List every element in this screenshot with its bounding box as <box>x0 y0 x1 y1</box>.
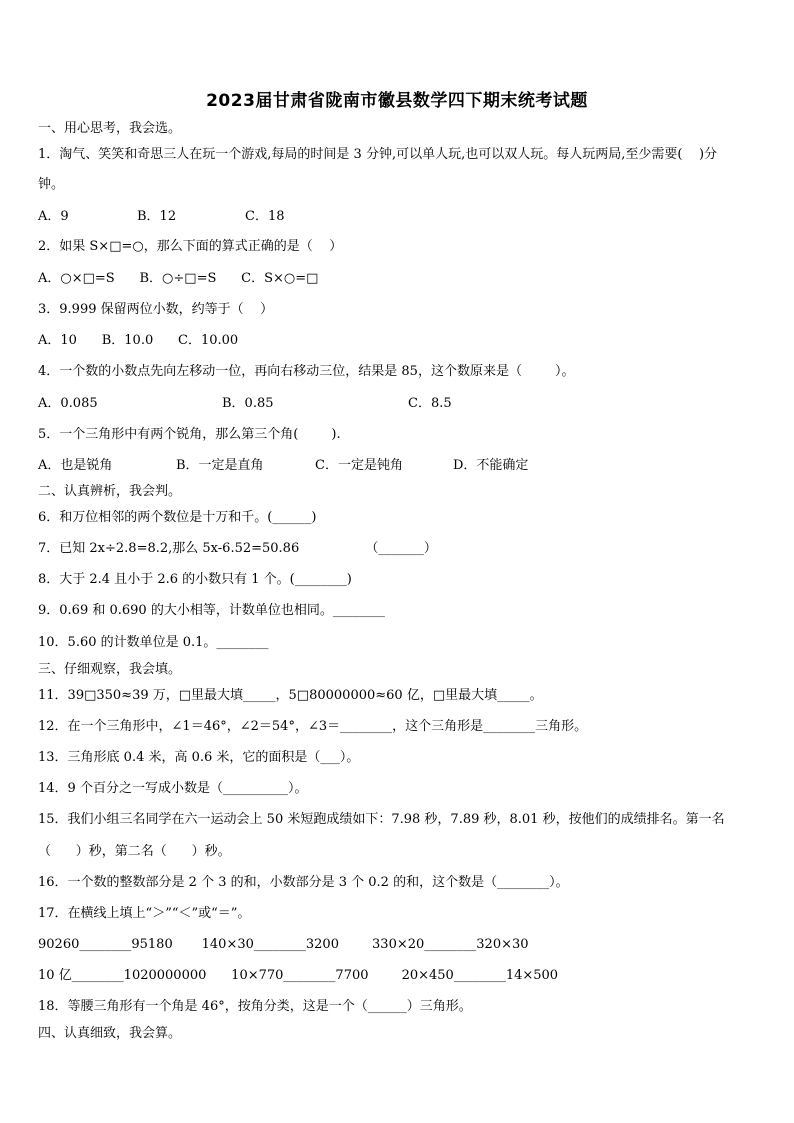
question-4-text: 4．一个数的小数点先向左移动一位，再向右移动三位，结果是 85，这个数原来是（ ）。 <box>38 364 575 379</box>
question-6-text: 6．和万位相邻的两个数位是十万和千。(______) <box>38 510 317 525</box>
question-1-text: 1．淘气、笑笑和奇思三人在玩一个游戏,每局的时间是 3 分钟,可以单人玩,也可以双人玩。每人玩两局,至少需要( )分 <box>38 147 718 162</box>
question-1-text-cont: 钟。 <box>38 177 65 192</box>
question-5-option-a: A．也是锐角 <box>38 458 113 473</box>
question-15-text: 15．我们小组三名同学在六一运动会上 50 米短跑成绩如下：7.98 秒，7.89 秒，8.01 秒，按他们的成绩排名。第一名 <box>38 812 725 827</box>
question-10-text: 10．5.60 的计数单位是 0.1。________ <box>38 635 269 650</box>
question-1-option-c: C．18 <box>245 209 285 224</box>
question-3-options: A．10 B．10.0 C．10.00 <box>38 333 239 348</box>
question-11-text: 11．39□350≈39 万，□里最大填_____，5□80000000≈60 亿，□里最大填_____。 <box>38 688 543 703</box>
question-3-text: 3．9.999 保留两位小数，约等于（ ） <box>38 302 274 317</box>
question-1-option-a: A．9 <box>38 209 69 224</box>
question-17-row-1: 90260________95180 140×30________3200 330×20________320×30 <box>38 937 529 952</box>
question-12-text: 12．在一个三角形中，∠1＝46°，∠2＝54°，∠3＝________，这个三角形是________三角形。 <box>38 719 588 734</box>
question-17-row-2: 10 亿________1020000000 10×770________7700 20×450________14×500 <box>38 968 559 983</box>
question-15-text-cont: （ ）秒，第二名（ ）秒。 <box>38 844 231 859</box>
page-title: 2023届甘肃省陇南市徽县数学四下期末统考试题 <box>206 91 588 111</box>
question-5-text: 5．一个三角形中有两个锐角，那么第三个角( ). <box>38 427 341 442</box>
question-14-text: 14．9 个百分之一写成小数是（__________）。 <box>38 781 308 796</box>
question-5-option-c: C．一定是钝角 <box>315 458 403 473</box>
section-3-heading: 三、仔细观察，我会填。 <box>38 662 182 677</box>
question-16-text: 16．一个数的整数部分是 2 个 3 的和，小数部分是 3 个 0.2 的和，这个数是（________）。 <box>38 875 569 890</box>
question-18-text: 18．等腰三角形有一个角是 46°，按角分类，这是一个（______）三角形。 <box>38 999 472 1014</box>
question-4-option-c: C．8.5 <box>408 396 452 411</box>
question-7-text: 7．已知 2x÷2.8=8.2,那么 5x-6.52=50.86 （_______） <box>38 541 437 556</box>
question-2-options: A．○×□=S B．○÷□=S C．S×○=□ <box>38 271 319 286</box>
section-4-heading: 四、认真细致，我会算。 <box>38 1026 182 1041</box>
question-2-text: 2．如果 S×□=○，那么下面的算式正确的是（ ） <box>38 239 343 254</box>
question-5-option-b: B．一定是直角 <box>176 458 264 473</box>
question-4-option-a: A．0.085 <box>38 396 98 411</box>
question-1-option-b: B．12 <box>137 209 177 224</box>
question-5-option-d: D．不能确定 <box>453 458 529 473</box>
question-8-text: 8．大于 2.4 且小于 2.6 的小数只有 1 个。(________) <box>38 572 352 587</box>
question-13-text: 13．三角形底 0.4 米，高 0.6 米，它的面积是（___）。 <box>38 750 360 765</box>
question-4-option-b: B．0.85 <box>222 396 274 411</box>
question-9-text: 9．0.69 和 0.690 的大小相等，计数单位也相同。________ <box>38 603 385 618</box>
section-2-heading: 二、认真辨析，我会判。 <box>38 484 182 499</box>
question-17-text: 17．在横线上填上“＞”“＜”或“＝”。 <box>38 906 251 921</box>
section-1-heading: 一、用心思考，我会选。 <box>38 121 182 136</box>
